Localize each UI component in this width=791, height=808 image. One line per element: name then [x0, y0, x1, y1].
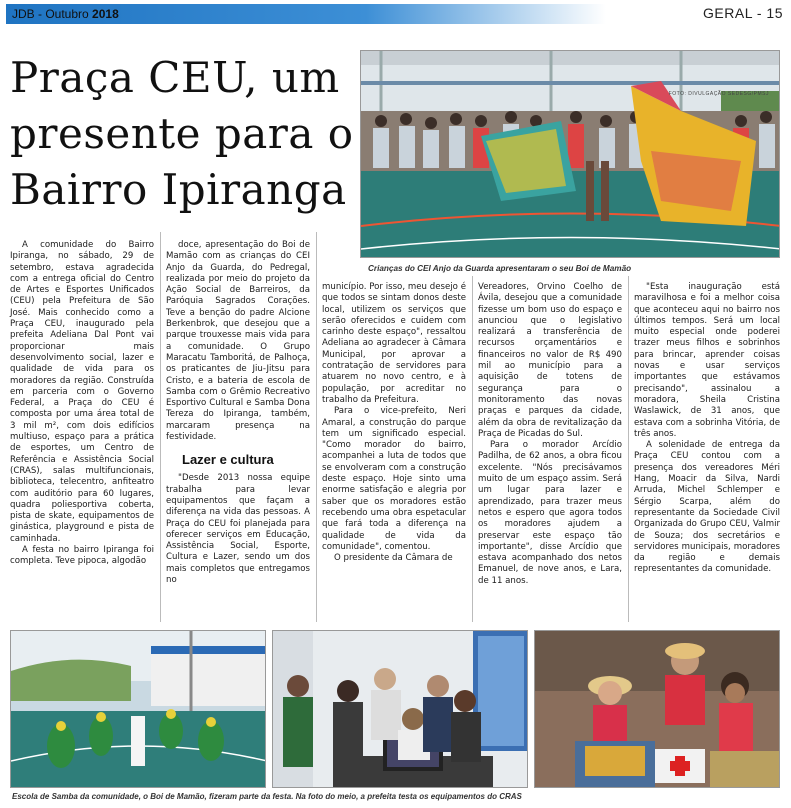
- bottom-photo-middle: [272, 630, 528, 788]
- column-divider: [472, 276, 473, 622]
- article-column-1: [10, 240, 154, 568]
- article-column-4: [478, 282, 622, 587]
- paragraph: A comunidade do Bairro Ipiranga, no sábado, 29 de setembro, estava agradecida com a entrega oficial do Centro de Artes e Esportes Unificados (CEU) pela Prefeitura de São José. Mais conhecido como a Praça CEU, inaugurado pela prefeita Adeliana Dal Pont vai proporcionar mais desenvolvimento social, lazer e qualidade de vida para os moradores da região. Construída em parceria com o Governo Federal, a Praça do CEU é composta por uma área total de 3 mil m², com dois edifícios multiuso, espaço para a prática de esportes, um Centro de Referência e Assistência Social (CRAS), salas multifuncionais, biblioteca, telecentro, anfiteatro com auditório para 60 lugares, quadra poliesportiva coberta, pista de skate, equipamentos de ginástica, playground e pista de caminhada.: [10, 240, 154, 544]
- article-column-5: [634, 282, 780, 576]
- paragraph: A solenidade de entrega da Praça CEU contou com a presença dos vereadores Méri Hang, Moacir da Silva, Nardi Arruda, Michel Schlemper e Sérgio Scarpa, além do representante da Sociedade Civil Organizada do Grupo CEU, Valmir de Souza; dos secretários e servidores municipais, moradores da região e demais representantes da comunidade.: [634, 440, 780, 575]
- article-column-3: [322, 282, 466, 564]
- column-divider: [160, 232, 161, 622]
- main-photo: [360, 50, 780, 258]
- photo-credit: FOTO: DIVULGAÇÃO SEDESG/PMSJ: [668, 91, 769, 97]
- paragraph: Vereadores, Orvino Coelho de Ávila, desejou que a comunidade fizesse um bom uso do espaço e anunciou que o legislativo realizará a transferência de recursos orçamentários e financeiros no valor de R$ 490 mil ao município para a aquisição de totens de segurança para o monitoramento das novas praças e parques da cidade, além da obra de revitalização da Praça de Picadas do Sul.: [478, 282, 622, 439]
- paragraph: A festa no bairro Ipiranga foi completa. Teve pipoca, algodão: [10, 545, 154, 567]
- section-page: GERAL - 15: [703, 5, 783, 21]
- section-subhead: Lazer e cultura: [182, 452, 274, 468]
- bottom-photos-caption: Escola de Samba da comunidade, o Boi de Mamão, fizeram parte da festa. Na foto do meio, a prefeita testa os equipamentos do CRAS: [12, 792, 522, 801]
- article-title: Praça CEU, um presente para o Bairro Ipiranga: [10, 53, 354, 214]
- samba-school-photo: [11, 631, 266, 788]
- article-column-2: [166, 240, 310, 586]
- paragraph: município. Por isso, meu desejo é que todos se sintam donos deste local, utilizem os serviços que serão oferecidos e cuidem com carinho deste espaço", ressaltou Adeliana ao agradecer à Câmara Municipal, por aprovar a contratação de servidores para atuarem no novo centro, e à população, por acreditar no trabalho da Prefeitura.: [322, 282, 466, 405]
- paragraph: "Esta inauguração está maravilhosa e foi a melhor coisa que aconteceu aqui no bairro nos últimos tempos. Será um local muito especial onde poderei trazer meus filhos e sobrinhos para brincar, aprender coisas novas e usar serviços importantes que estávamos precisando", assinalou a moradora, Sheila Cristina Waslawick, de 31 anos, que estava com a sobrinha Vitória, de três anos.: [634, 282, 780, 439]
- publication-year: 2018: [92, 7, 119, 21]
- paragraph: O presidente da Câmara de: [334, 553, 453, 564]
- column-divider: [316, 232, 317, 622]
- bottom-photo-right: [534, 630, 780, 788]
- publication-label: JDB - Outubro: [12, 7, 89, 21]
- column-divider: [628, 276, 629, 622]
- paragraph: doce, apresentação do Boi de Mamão com as crianças do CEI Anjo da Guarda, do Pedregal, realizada por meio do projeto da Ação Social de Barreiros, da Paróquia Sagrados Corações. Teve a benção do padre Alcione Berkenbrok, que desejou que a parque trouxesse mais vida para a comunidade. O Grupo Maracatu Tamboritá, de Palhoça, os praticantes de Jiu-Jitsu para Cristo, e a bateria de escola de Samba com o Grêmio Recreativo Esportivo Cultural e Samba Dona Tereza do Ipiranga, também, marcaram presença na festividade.: [166, 240, 310, 443]
- boi-de-mamao-photo: [361, 51, 780, 258]
- bottom-photo-left: [10, 630, 266, 788]
- paragraph: "Desde 2013 nossa equipe trabalha para levar equipamentos que façam a diferença na vida das pessoas. A Praça do CEU foi planejada para oferecer serviços em Educação, Assistência Social, Esporte, Cultura e Lazer, sendo um dos mais completos que entregamos no: [166, 473, 310, 586]
- main-photo-caption: Crianças do CEI Anjo da Guarda apresentaram o seu Boi de Mamão: [368, 264, 632, 273]
- paragraph: Para o vice-prefeito, Neri Amaral, a construção do parque tem um significado especial. "Como morador do bairro, acompanhei a luta de todos que se envolveram com a construção deste espaço. Hoje sinto uma enorme satisfação e alegria por saber que os moradores estão recebendo uma obra espetacular que fará toda a diferença na qualidade de vida da comunidade", comentou.: [322, 406, 466, 552]
- publication-date: [12, 7, 119, 21]
- children-photo: [535, 631, 780, 788]
- paragraph: Para o morador Arcídio Padilha, de 62 anos, a obra ficou excelente. "Nós precisávamos muito de um espaço assim. Será um lugar para lazer e aprendizado, para trazer meus netos e espero que agora todos os moradores ajudem a preservar este espaço tão importante", disse Arcídio que estava acompanhado dos netos Emanuel, de nove anos, e Lara, de 11 anos.: [478, 440, 622, 586]
- cras-equipment-photo: [273, 631, 528, 788]
